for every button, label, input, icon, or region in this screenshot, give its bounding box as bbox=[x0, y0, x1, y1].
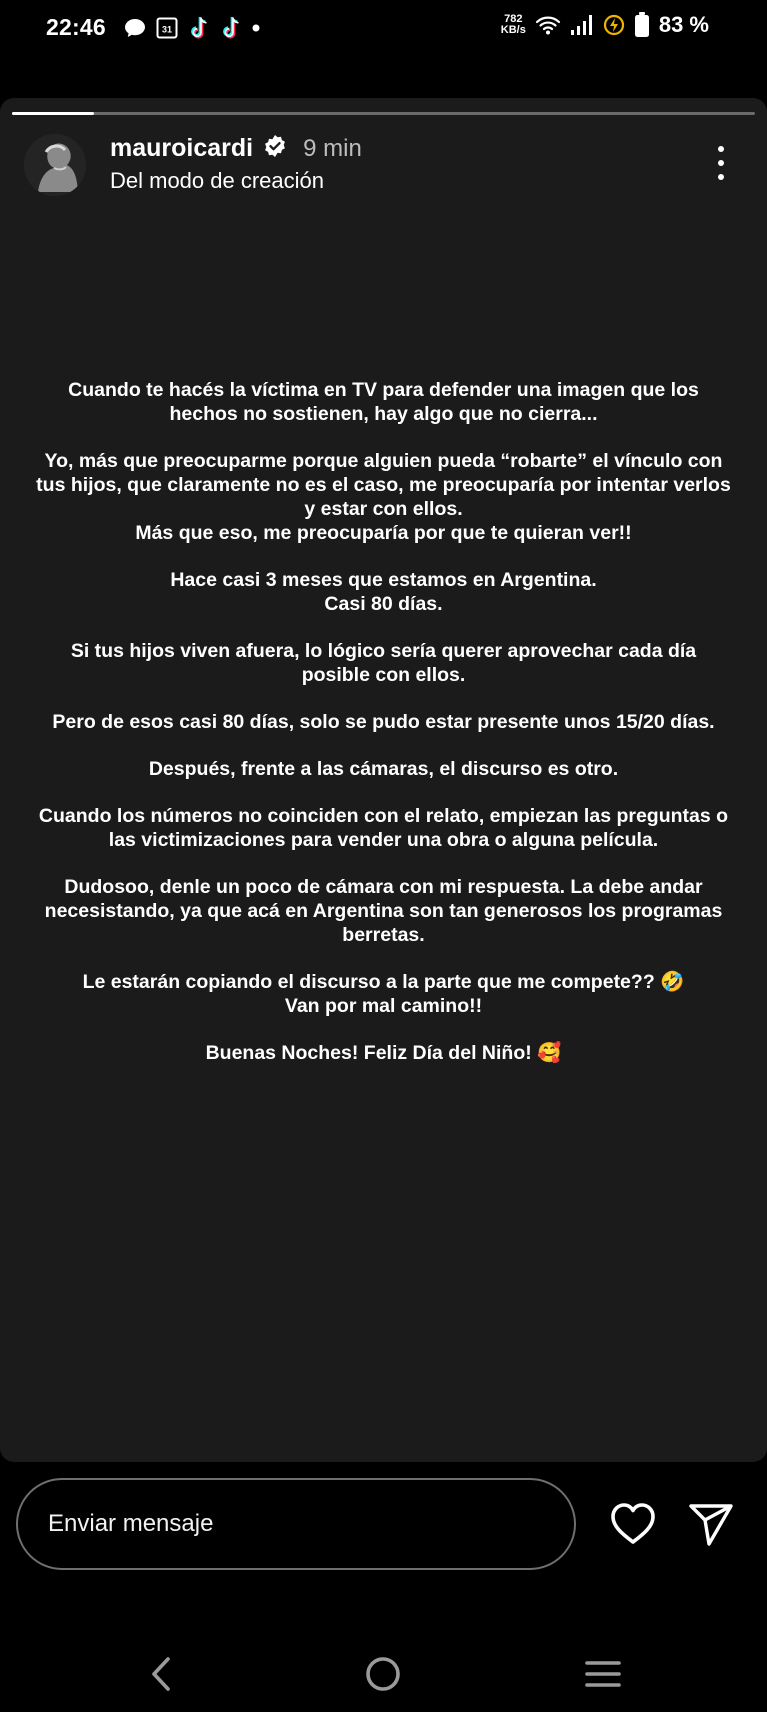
data-rate-unit: KB/s bbox=[500, 24, 526, 36]
like-button[interactable] bbox=[608, 1500, 658, 1548]
dot-icon bbox=[252, 24, 260, 32]
story-paragraph: Le estarán copiando el discurso a la parte que me compete?? 🤣 Van por mal camino!! bbox=[82, 971, 685, 1017]
story-subtitle: Del modo de creación bbox=[110, 168, 325, 193]
tiktok-icon bbox=[220, 16, 242, 40]
battery-percentage: 83 % bbox=[658, 12, 709, 37]
tiktok-icon bbox=[188, 16, 210, 40]
username-row bbox=[110, 134, 362, 163]
home-icon bbox=[363, 1654, 403, 1694]
reply-bar bbox=[0, 1478, 767, 1574]
more-options-button[interactable] bbox=[715, 146, 727, 180]
story-viewer[interactable] bbox=[0, 98, 767, 1462]
data-rate bbox=[501, 14, 526, 36]
story-paragraph: Pero de esos casi 80 días, solo se pudo estar presente unos 15/20 días. bbox=[52, 711, 715, 733]
send-icon bbox=[686, 1500, 736, 1548]
story-paragraph: Después, frente a las cámaras, el discurso es otro. bbox=[148, 758, 619, 780]
back-icon bbox=[146, 1656, 176, 1692]
story-paragraph: Buenas Noches! Feliz Día del Niño! 🥰 bbox=[205, 1042, 562, 1064]
more-dot-icon bbox=[718, 174, 724, 180]
system-icons bbox=[501, 12, 709, 38]
chat-bubble-icon bbox=[124, 18, 146, 38]
status-bar bbox=[0, 0, 767, 58]
heart-icon bbox=[608, 1500, 658, 1548]
verified-badge-icon bbox=[263, 134, 287, 163]
story-text bbox=[36, 378, 731, 1088]
story-paragraph: Cuando te hacés la víctima en TV para defender una imagen que los hechos no sostienen, hay algo que no cierra... bbox=[68, 379, 699, 425]
more-dot-icon bbox=[718, 146, 724, 152]
home-button[interactable] bbox=[358, 1652, 408, 1696]
story-paragraph: Cuando los números no coinciden con el relato, empiezan las preguntas o las victimizaciones para vender una obra o alguna película. bbox=[38, 805, 729, 851]
story-progress-fill bbox=[12, 112, 94, 115]
more-dot-icon bbox=[718, 160, 724, 166]
story-progress-bar bbox=[12, 112, 755, 115]
story-header bbox=[24, 134, 767, 198]
story-paragraph: Hace casi 3 meses que estamos en Argentina. Casi 80 días. bbox=[170, 569, 597, 615]
calendar-icon bbox=[156, 17, 178, 39]
status-time: 22:46 bbox=[46, 14, 106, 40]
battery-saver-icon bbox=[603, 14, 625, 36]
story-paragraph: Yo, más que preocuparme porque alguien pueda “robarte” el vínculo con tus hijos, que claramente no es el caso, me preocuparía por intentar verlos y estar con ellos. Más que eso, me preocuparía por que te quieran ver!! bbox=[36, 450, 731, 544]
battery-icon bbox=[634, 12, 650, 38]
wifi-icon bbox=[535, 14, 561, 36]
story-paragraph: Si tus hijos viven afuera, lo lógico sería querer aprovechar cada día posible con ellos. bbox=[70, 640, 697, 686]
calendar-day: 31 bbox=[161, 24, 173, 35]
avatar[interactable] bbox=[24, 134, 86, 196]
username[interactable]: mauroicardi bbox=[110, 134, 254, 162]
recent-apps-button[interactable] bbox=[578, 1652, 628, 1696]
story-paragraph: Dudosoo, denle un poco de cámara con mi respuesta. La debe andar necesistando, ya que acá en Argentina son tan generosos los programas berretas. bbox=[44, 876, 723, 946]
message-input[interactable] bbox=[16, 1478, 576, 1570]
signal-icon bbox=[570, 14, 594, 36]
back-button[interactable] bbox=[136, 1652, 186, 1696]
notification-icons bbox=[124, 16, 260, 40]
send-button[interactable] bbox=[686, 1500, 736, 1548]
system-navigation-bar bbox=[0, 1630, 767, 1712]
data-rate-value: 782 bbox=[504, 13, 523, 25]
recent-apps-icon bbox=[583, 1656, 623, 1692]
post-time: 9 min bbox=[303, 134, 362, 162]
